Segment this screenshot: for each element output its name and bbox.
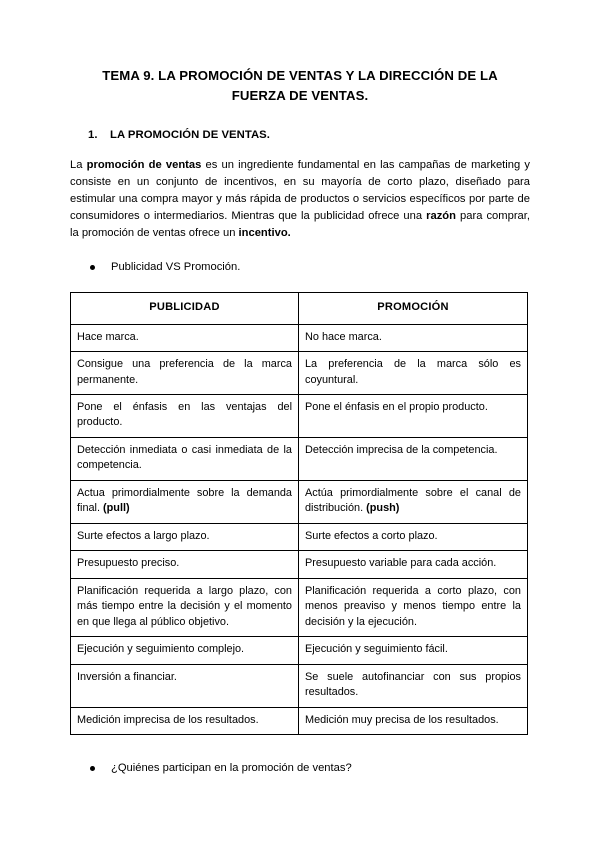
cell-promocion [299, 480, 528, 523]
page-title: TEMA 9. LA PROMOCIÓN DE VENTAS Y LA DIRECCIÓN DE LA FUERZA DE VENTAS. [102, 68, 498, 104]
table-header-row [71, 292, 528, 324]
document-content [70, 0, 530, 777]
table-row [71, 707, 528, 734]
section-number: 1. [88, 128, 98, 141]
column-header-promocion: PROMOCIÓN [299, 292, 528, 324]
cell-promocion: Presupuesto variable para cada acción. [299, 551, 528, 578]
table-row [71, 324, 528, 351]
section-heading-label: LA PROMOCIÓN DE VENTAS. [110, 128, 270, 141]
intro-paragraph [70, 141, 530, 242]
cell-promocion: La preferencia de la marca sólo es coyuntural. [299, 352, 528, 395]
bullet-item-publicidad-vs-promocion [70, 242, 530, 276]
cell-bold-push: (push) [366, 502, 400, 515]
section-heading [70, 107, 530, 141]
table-row [71, 352, 528, 395]
table-row [71, 480, 528, 523]
table-row [71, 664, 528, 707]
cell-publicidad: Medición imprecisa de los resultados. [71, 707, 299, 734]
cell-publicidad: Hace marca. [71, 324, 299, 351]
table-row [71, 551, 528, 578]
cell-publicidad: Pone el énfasis en las ventajas del producto. [71, 394, 299, 437]
comparison-table-wrapper [70, 276, 530, 735]
table-row [71, 437, 528, 480]
cell-bold-pull: (pull) [103, 502, 130, 515]
table-row [71, 394, 528, 437]
column-header-publicidad: PUBLICIDAD [71, 292, 299, 324]
table-row [71, 578, 528, 636]
cell-promocion: Planificación requerida a corto plazo, con menos preaviso y menos tiempo entre la decisión y la ejecución. [299, 578, 528, 636]
comparison-table [70, 292, 528, 735]
cell-promocion: Se suele autofinanciar con sus propios resultados. [299, 664, 528, 707]
cell-publicidad: Ejecución y seguimiento complejo. [71, 637, 299, 664]
paragraph-part-3: para comprar, la promoción de ventas ofrece un [70, 209, 530, 239]
paragraph-part-1: La [70, 158, 87, 171]
paragraph-part-2: es un ingrediente fundamental en las campañas de marketing y consiste en un conjunto de incentivos, en su mayoría de corto plazo, diseñado para estimular una compra mayor y más rápida de productos o servicios específicos por parte de consumidores o intermediarios. Mientras que la publicidad ofrece una [70, 158, 530, 222]
cell-promocion: Medición muy precisa de los resultados. [299, 707, 528, 734]
bullet-dot-icon [90, 265, 95, 270]
cell-promocion: Surte efectos a corto plazo. [299, 523, 528, 550]
cell-promocion: Ejecución y seguimiento fácil. [299, 637, 528, 664]
cell-publicidad: Presupuesto preciso. [71, 551, 299, 578]
cell-text: Actúa primordialmente sobre el canal de distribución. [305, 486, 521, 515]
cell-publicidad: Consigue una preferencia de la marca permanente. [71, 352, 299, 395]
cell-publicidad: Inversión a financiar. [71, 664, 299, 707]
table-row [71, 637, 528, 664]
cell-promocion: Detección imprecisa de la competencia. [299, 437, 528, 480]
cell-publicidad: Detección inmediata o casi inmediata de la competencia. [71, 437, 299, 480]
bullet-label: ¿Quiénes participan en la promoción de ventas? [111, 762, 352, 775]
paragraph-bold-1: promoción de ventas [86, 158, 202, 171]
cell-publicidad: Surte efectos a largo plazo. [71, 523, 299, 550]
paragraph-bold-2: razón [426, 209, 456, 222]
bullet-item-quienes-participan [70, 735, 530, 777]
cell-promocion: Pone el énfasis en el propio producto. [299, 394, 528, 437]
cell-publicidad [71, 480, 299, 523]
bullet-dot-icon [90, 766, 95, 771]
table-row [71, 523, 528, 550]
bullet-label: Publicidad VS Promoción. [111, 260, 241, 273]
cell-text: Actua primordialmente sobre la demanda final. [77, 486, 292, 515]
cell-publicidad: Planificación requerida a largo plazo, con más tiempo entre la decisión y el momento en que llega al público objetivo. [71, 578, 299, 636]
paragraph-bold-3: incentivo. [238, 226, 291, 239]
cell-promocion: No hace marca. [299, 324, 528, 351]
